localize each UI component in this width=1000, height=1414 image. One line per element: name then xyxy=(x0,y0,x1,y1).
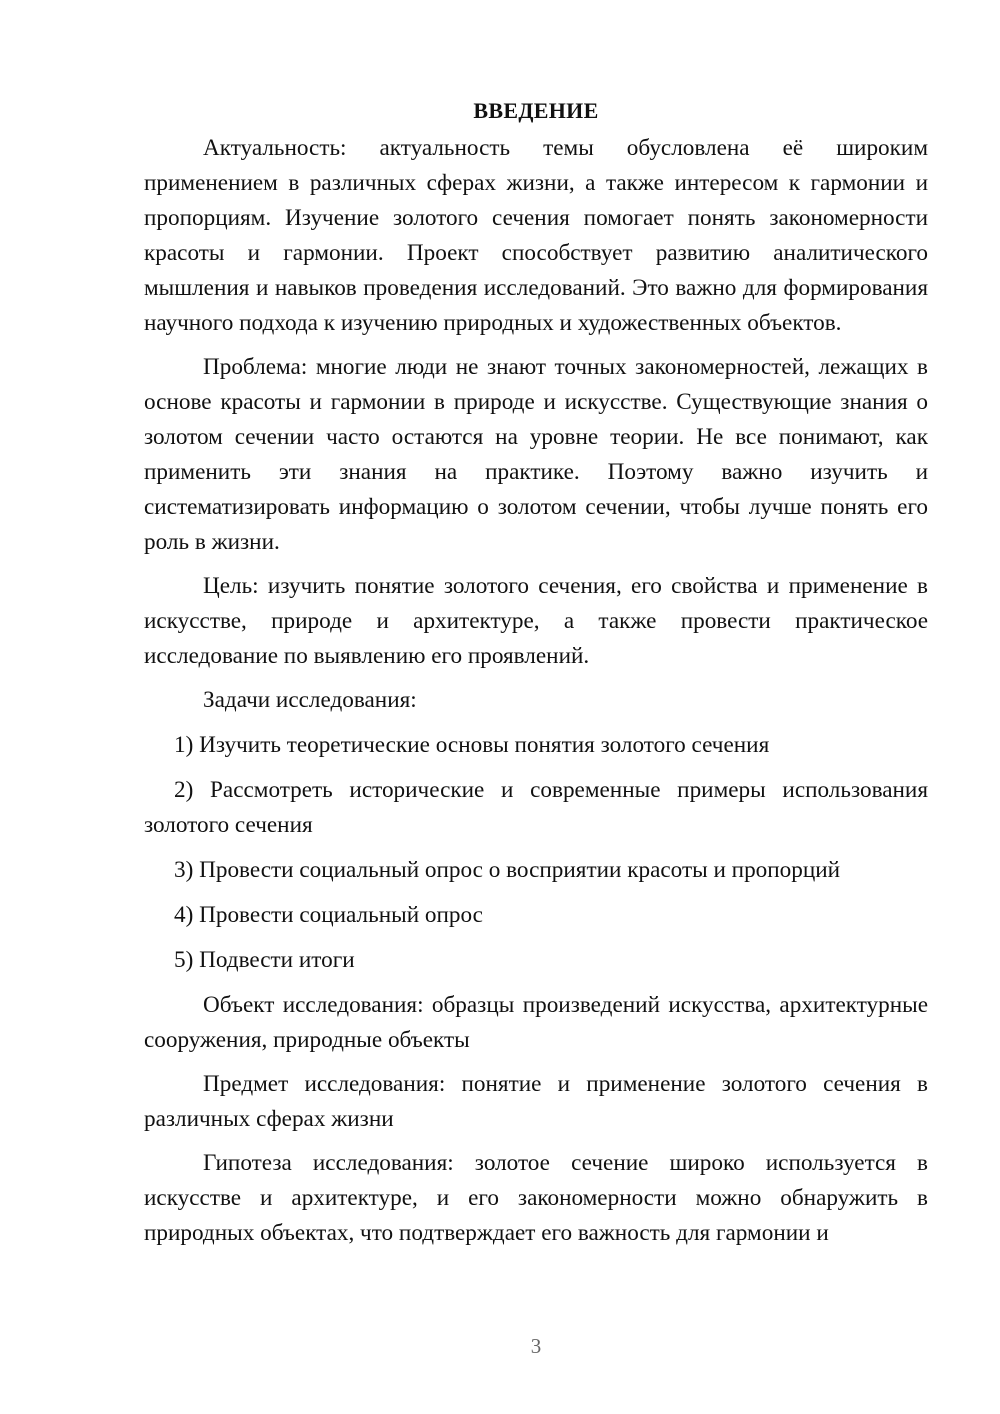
task-item: 1) Изучить теоретические основы понятия золотого сечения xyxy=(174,732,770,758)
task-item: 3) Провести социальный опрос о восприятии красоты и пропорций xyxy=(174,857,841,883)
tasks-heading: Задачи исследования: xyxy=(203,687,417,713)
hypothesis-paragraph: Гипотеза исследования: золотое сечение широко используется в искусстве и архитектуре, и его закономерности можно обнаружить в природных объектах, что подтверждает его важность для гармонии и xyxy=(144,1150,928,1246)
object-paragraph: Объект исследования: образцы произведений искусства, архитектурные сооружения, природные объекты xyxy=(144,992,928,1053)
relevance-paragraph: Актуальность: актуальность темы обусловлена её широким применением в различных сферах жизни, а также интересом к гармонии и пропорциям. Изучение золотого сечения помогает понять закономерности красоты и гармонии. Проект способствует развитию аналитического мышления и навыков проведения исследований. Это важно для формирования научного подхода к изучению природных и художественных объектов. xyxy=(144,135,928,336)
task-item: 5) Подвести итоги xyxy=(174,947,355,973)
task-item: 4) Провести социальный опрос xyxy=(174,902,483,928)
page-number: 3 xyxy=(530,1334,542,1358)
page-content xyxy=(144,93,928,1260)
subject-paragraph: Предмет исследования: понятие и применение золотого сечения в различных сферах жизни xyxy=(144,1071,928,1132)
section-heading: ВВЕДЕНИЕ xyxy=(473,98,599,123)
problem-paragraph: Проблема: многие люди не знают точных закономерностей, лежащих в основе красоты и гармонии в природе и искусстве. Существующие знания о золотом сечении часто остаются на уровне теории. Не все понимают, как применить эти знания на практике. Поэтому важно изучить и систематизировать информацию о золотом сечении, чтобы лучше понять его роль в жизни. xyxy=(144,354,928,555)
task-item: 2) Рассмотреть исторические и современные примеры использования золотого сечения xyxy=(144,777,928,838)
goal-paragraph: Цель: изучить понятие золотого сечения, его свойства и применение в искусстве, природе и архитектуре, а также провести практическое исследование по выявлению его проявлений. xyxy=(144,573,928,669)
